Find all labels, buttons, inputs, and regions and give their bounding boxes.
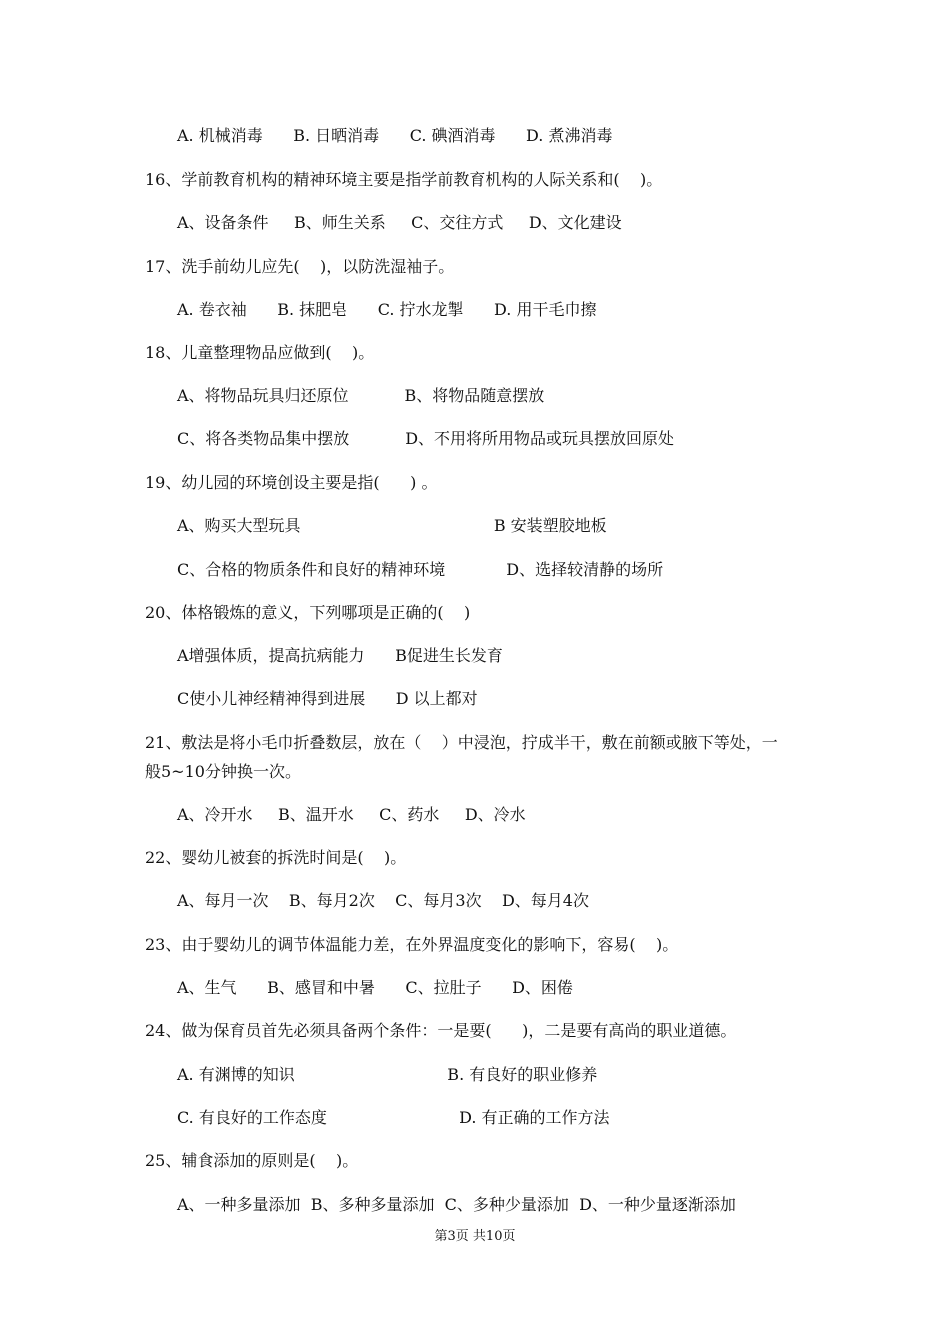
question-19: 19、幼儿园的环境创设主要是指( ) 。 bbox=[145, 473, 438, 492]
question-18-options-ab: A、将物品玩具归还原位 B、将物品随意摆放 bbox=[177, 386, 545, 405]
question-23: 23、由于婴幼儿的调节体温能力差，在外界温度变化的影响下，容易( )。 bbox=[145, 935, 679, 954]
question-17-options: A. 卷衣袖 B. 抹肥皂 C. 拧水龙掣 D. 用干毛巾擦 bbox=[177, 300, 597, 319]
question-24: 24、做为保育员首先必须具备两个条件：一是要( )，二是要有高尚的职业道德。 bbox=[145, 1021, 737, 1040]
question-21: 21、敷法是将小毛巾折叠数层，放在（ ）中浸泡，拧成半干，敷在前额或腋下等处，一 bbox=[145, 733, 778, 752]
question-22: 22、婴幼儿被套的拆洗时间是( )。 bbox=[145, 848, 407, 867]
page-footer: 第3页 共10页 bbox=[434, 1229, 516, 1244]
question-25-options: A、一种多量添加 B、多种多量添加 C、多种少量添加 D、一种少量逐渐添加 bbox=[177, 1195, 736, 1214]
question-18-options-cd: C、将各类物品集中摆放 D、不用将所用物品或玩具摆放回原处 bbox=[177, 429, 675, 448]
question-16: 16、学前教育机构的精神环境主要是指学前教育机构的人际关系和( )。 bbox=[145, 170, 663, 189]
question-18: 18、儿童整理物品应做到( )。 bbox=[145, 343, 375, 362]
question-20-options-cd: C使小儿神经精神得到进展 D 以上都对 bbox=[177, 689, 478, 708]
question-19-options-cd: C、合格的物质条件和良好的精神环境 D、选择较清静的场所 bbox=[177, 560, 664, 579]
question-21-continued: 般5~10分钟换一次。 bbox=[145, 762, 301, 781]
question-19-options-ab: A、购买大型玩具 B 安装塑胶地板 bbox=[177, 516, 607, 535]
question-17: 17、洗手前幼儿应先( )，以防洗湿袖子。 bbox=[145, 257, 455, 276]
question-24-options-ab: A. 有渊博的知识 B. 有良好的职业修养 bbox=[177, 1065, 598, 1084]
question-24-options-cd: C. 有良好的工作态度 D. 有正确的工作方法 bbox=[177, 1108, 610, 1127]
question-22-options: A、每月一次 B、每月2次 C、每月3次 D、每月4次 bbox=[177, 891, 589, 910]
question-23-options: A、生气 B、感冒和中暑 C、拉肚子 D、困倦 bbox=[177, 978, 573, 997]
question-21-options: A、冷开水 B、温开水 C、药水 D、冷水 bbox=[177, 805, 526, 824]
question-20-options-ab: A增强体质，提高抗病能力 B促进生长发育 bbox=[177, 646, 503, 665]
question-20: 20、体格锻炼的意义，下列哪项是正确的( ) bbox=[145, 603, 471, 622]
question-16-options: A、设备条件 B、师生关系 C、交往方式 D、文化建设 bbox=[177, 213, 622, 232]
question-25: 25、辅食添加的原则是( )。 bbox=[145, 1151, 359, 1170]
question-15-options: A. 机械消毒 B. 日晒消毒 C. 碘酒消毒 D. 煮沸消毒 bbox=[177, 126, 613, 145]
